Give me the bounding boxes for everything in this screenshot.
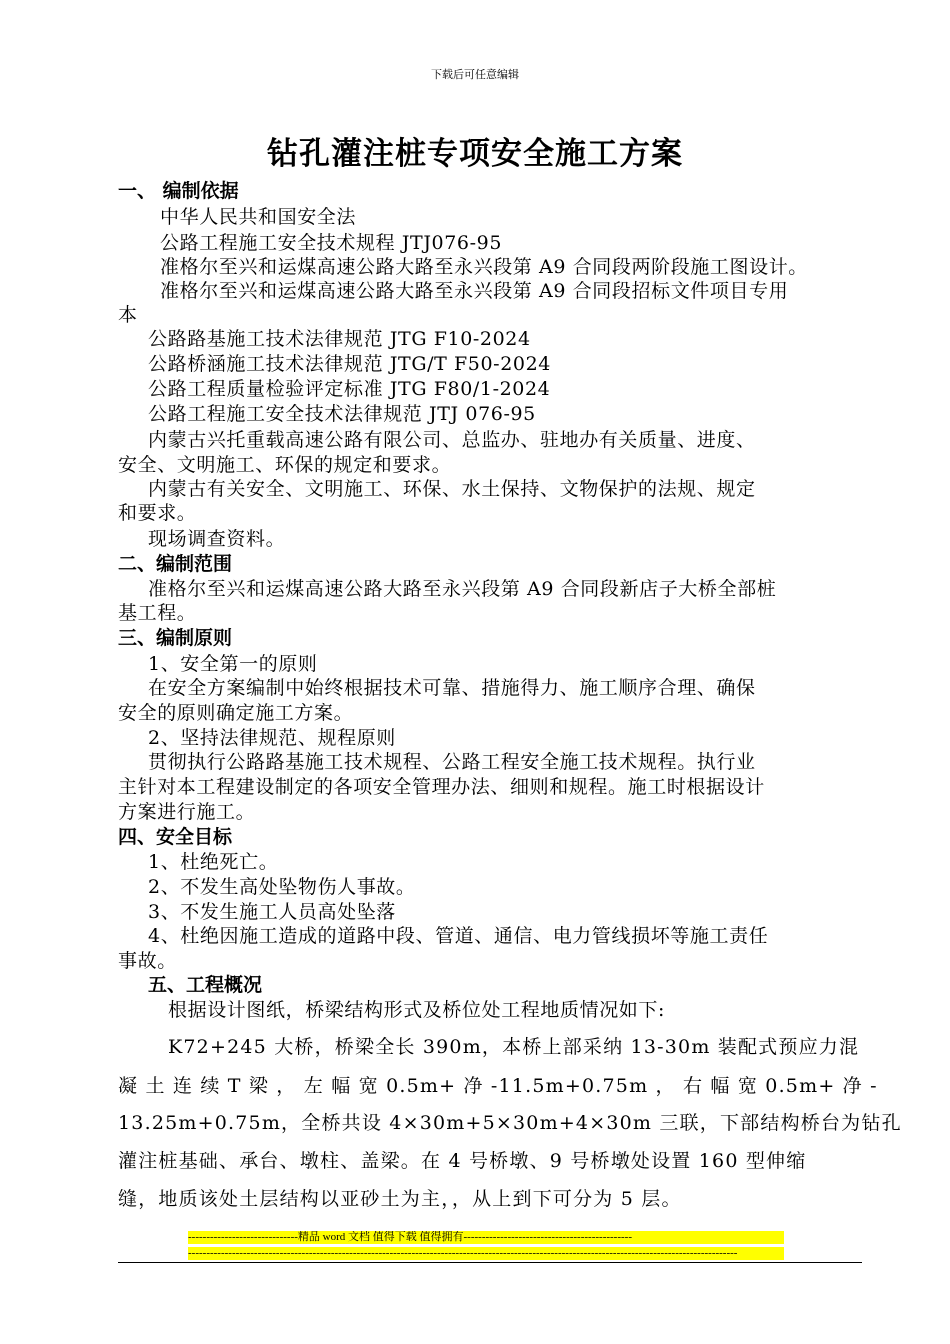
text-line: 缝，地质该处土层结构以亚砂土为主，，从上到下可分为 5 层。 [118,1188,682,1210]
text-line: 方案进行施工。 [118,801,256,823]
text-line: 公路工程质量检验评定标准 JTG F80/1-2024 [148,378,551,400]
text-line: 贯彻执行公路路基施工技术规程、公路工程安全施工技术规程。执行业 [148,751,756,773]
text-line: 灌注桩基础、承台、墩柱、盖梁。在 4 号桥墩、9 号桥墩处设置 160 型伸缩 [118,1150,807,1172]
footer-rule [118,1262,862,1263]
text-line: 公路桥涵施工技术法律规范 JTG/T F50-2024 [148,353,551,375]
text-line: 13.25m+0.75m，全桥共设 4×30m+5×30m+4×30m 三联，下部结构桥台为钻孔 [118,1112,902,1134]
text-line: 基工程。 [118,602,197,624]
text-line: 1、杜绝死亡。 [148,851,279,873]
footer-banner: ------------------------------精品 word 文档 值得下载 值得拥有---------------------------------------------- [188,1231,784,1244]
text-line: 现场调查资料。 [148,528,286,550]
text-line: 根据设计图纸，桥梁结构形式及桥位处工程地质情况如下: [168,999,666,1021]
text-line: 内蒙古兴托重载高速公路有限公司、总监办、驻地办有关质量、进度、 [148,429,756,451]
text-line: 主针对本工程建设制定的各项安全管理办法、细则和规程。施工时根据设计 [118,776,765,798]
text-line: 公路工程施工安全技术法律规范 JTJ 076-95 [148,403,536,425]
text-line: 安全、文明施工、环保的规定和要求。 [118,454,452,476]
text-line: 凝 土 连 续 T 梁 ， 左 幅 宽 0.5m+ 净 -11.5m+0.75m ， 右 幅 宽 0.5m+ 净 - [118,1075,878,1097]
text-line: 事故。 [118,950,177,972]
text-line: 中华人民共和国安全法 [160,206,357,228]
document-title: 钻孔灌注桩专项安全施工方案 [267,136,683,172]
header-note: 下载后可任意编辑 [431,68,519,81]
text-line: 准格尔至兴和运煤高速公路大路至永兴段第 A9 合同段招标文件项目专用 [160,280,789,302]
section-heading-4: 四、安全目标 [118,826,233,848]
text-line: 准格尔至兴和运煤高速公路大路至永兴段第 A9 合同段新店子大桥全部桩 [148,578,777,600]
section-heading-1: 一、 编制依据 [118,180,239,202]
text-line: 和要求。 [118,502,197,524]
text-line: 公路工程施工安全技术规程 JTJ076-95 [160,232,503,254]
text-line: 4、杜绝因施工造成的道路中段、管道、通信、电力管线损坏等施工责任 [148,925,769,947]
text-line: 准格尔至兴和运煤高速公路大路至永兴段第 A9 合同段两阶段施工图设计。 [160,256,808,278]
text-line: 2、坚持法律规范、规程原则 [148,727,396,749]
text-line: 本 [118,304,138,326]
section-heading-2: 二、编制范围 [118,553,233,575]
text-line: 在安全方案编制中始终根据技术可靠、措施得力、施工顺序合理、确保 [148,677,756,699]
text-line: 1、安全第一的原则 [148,653,318,675]
section-heading-5: 五、工程概况 [148,974,263,996]
section-heading-3: 三、编制原则 [118,627,233,649]
text-line: 2、不发生高处坠物伤人事故。 [148,876,416,898]
footer-banner-dashes: ------------------------------------------------------------------------------------------------------------------------------------------------------ [188,1247,784,1260]
text-line: 安全的原则确定施工方案。 [118,702,354,724]
text-line: 3、不发生施工人员高处坠落 [148,901,396,923]
text-line: K72+245 大桥，桥梁全长 390m，本桥上部采纳 13-30m 装配式预应力混 [168,1036,860,1058]
text-line: 公路路基施工技术法律规范 JTG F10-2024 [148,328,531,350]
text-line: 内蒙古有关安全、文明施工、环保、水土保持、文物保护的法规、规定 [148,478,756,500]
